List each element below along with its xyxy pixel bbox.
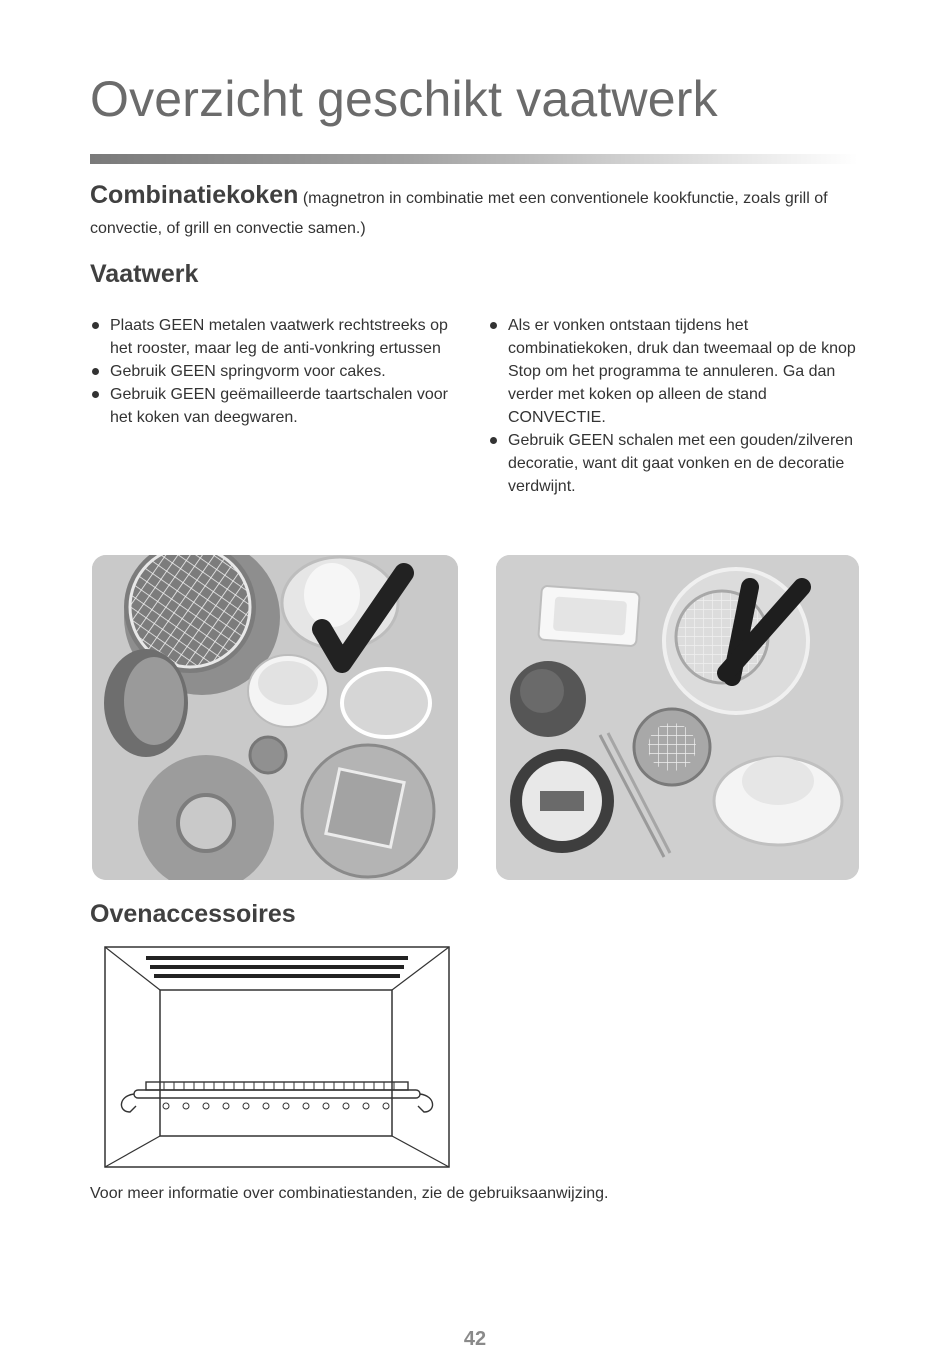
- vaatwerk-right-list: [488, 314, 868, 498]
- vaatwerk-heading: Vaatwerk: [90, 260, 199, 288]
- page-number: 42: [463, 1328, 487, 1350]
- intro-paragraph: [90, 180, 870, 244]
- intro-heading: Combinatiekoken: [90, 181, 299, 209]
- list-item: Plaats GEEN metalen vaatwerk rechtstreeks op het rooster, maar leg de anti-vonkring ertussen: [90, 314, 470, 360]
- title-gradient-rule: [90, 154, 858, 164]
- list-item: Gebruik GEEN geëmailleerde taartschalen voor het koken van deegwaren.: [90, 383, 470, 429]
- ovenaccessoires-heading: Ovenaccessoires: [90, 900, 296, 928]
- footnote: Voor meer informatie over combinatiestanden, zie de gebruiksaanwijzing.: [90, 1185, 609, 1202]
- oven-interior-diagram: [104, 946, 450, 1168]
- vaatwerk-left-list: [90, 314, 470, 429]
- list-item: Gebruik GEEN springvorm voor cakes.: [90, 360, 470, 383]
- suitable-cookware-photo: [92, 555, 458, 880]
- list-item: Gebruik GEEN schalen met een gouden/zilveren decoratie, want dit gaat vonken en de decoratie verdwijnt.: [488, 429, 868, 498]
- page-title: Overzicht geschikt vaatwerk: [90, 71, 718, 127]
- unsuitable-cookware-photo: [496, 555, 859, 880]
- list-item: Als er vonken ontstaan tijdens het combinatiekoken, druk dan tweemaal op de knop Stop om het programma te annuleren. Ga dan verder met koken op alleen de stand CONVECTIE.: [488, 314, 868, 429]
- intro-text: (magnetron in combinatie met een conventionele kookfunctie, zoals grill of convectie, of grill en convectie samen.): [90, 190, 828, 237]
